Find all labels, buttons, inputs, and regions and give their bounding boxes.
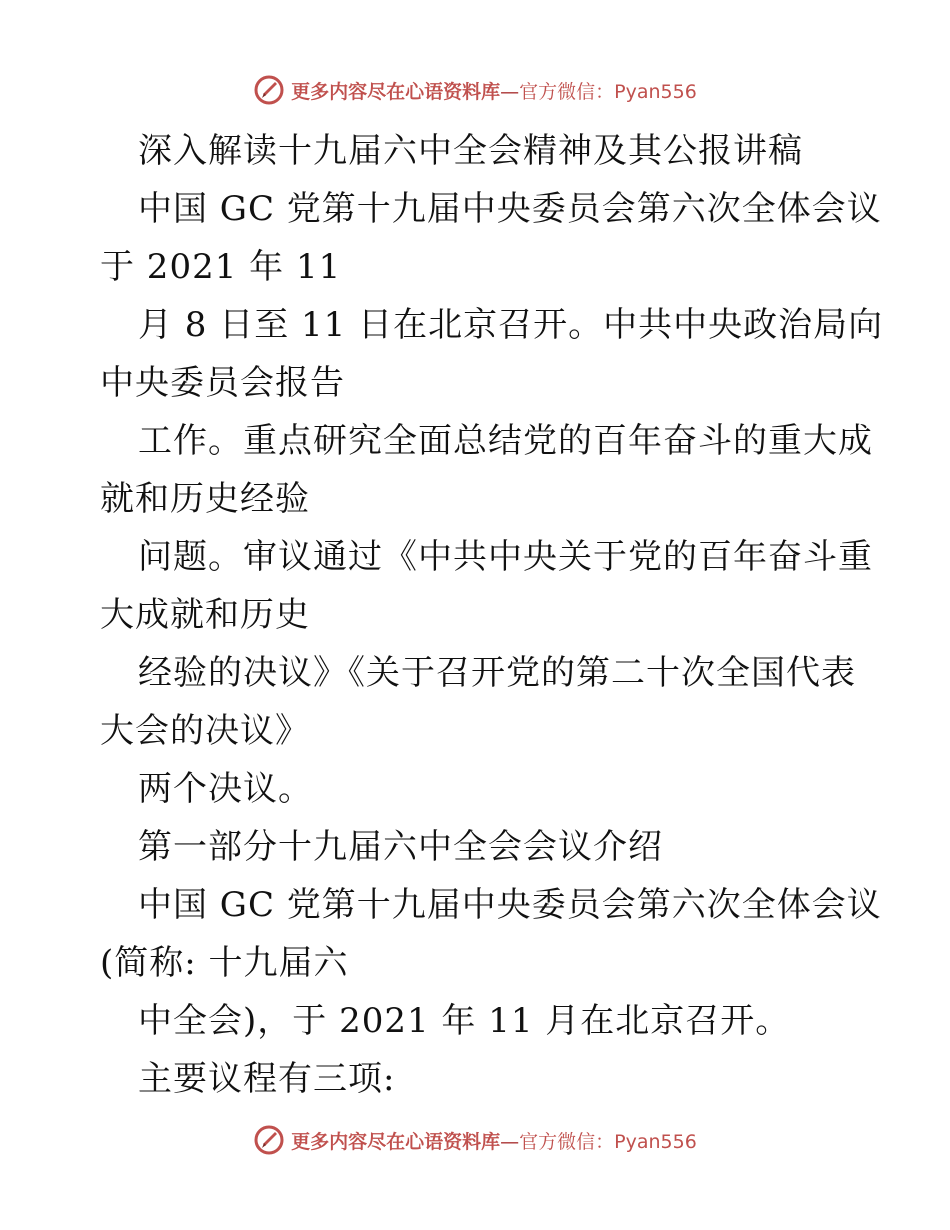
brand-logo-icon [253,1124,285,1156]
footer-banner-separator: — [500,1130,520,1153]
paragraph-line: 大会的决议》 [100,711,310,751]
paragraph-line: 大成就和历史 [100,595,310,635]
header-banner [0,70,950,110]
header-banner-inner [253,74,697,106]
document-body [100,122,884,1108]
header-banner-main: 更多内容尽在心语资料库 [291,80,501,103]
paragraph-line: 工作。重点研究全面总结党的百年奋斗的重大成 [138,421,873,461]
paragraph-line: 就和历史经验 [100,479,310,519]
footer-banner [0,1120,950,1160]
paragraph-line: 主要议程有三项: [138,1059,396,1099]
paragraph-line: 经验的决议》《关于召开党的第二十次全国代表 [138,653,856,693]
header-banner-wechat: 官方微信：Pyan556 [519,80,697,103]
paragraph-line: 中央委员会报告 [100,363,345,403]
brand-logo-icon [253,74,285,106]
footer-banner-inner [253,1124,697,1156]
paragraph-line: 于 2021 年 11 [100,247,342,287]
paragraph-line: (简称: 十九届六 [100,943,349,983]
footer-banner-text [291,1127,697,1154]
paragraph-line: 问题。审议通过《中共中央关于党的百年奋斗重 [138,537,873,577]
paragraph-line: 两个决议。 [138,769,313,809]
document-title: 深入解读十九届六中全会精神及其公报讲稿 [138,131,803,171]
footer-banner-wechat: 官方微信：Pyan556 [519,1130,697,1153]
section-heading: 第一部分十九届六中全会会议介绍 [138,827,663,867]
header-banner-separator: — [500,80,520,103]
paragraph-line: 中国 GC 党第十九届中央委员会第六次全体会议 [138,189,882,229]
paragraph-line: 中国 GC 党第十九届中央委员会第六次全体会议 [138,885,882,925]
paragraph-line: 中全会)，于 2021 年 11 月在北京召开。 [138,1001,791,1041]
header-banner-text [291,77,697,104]
paragraph-line: 月 8 日至 11 日在北京召开。中共中央政治局向 [138,305,884,345]
footer-banner-main: 更多内容尽在心语资料库 [291,1130,501,1153]
